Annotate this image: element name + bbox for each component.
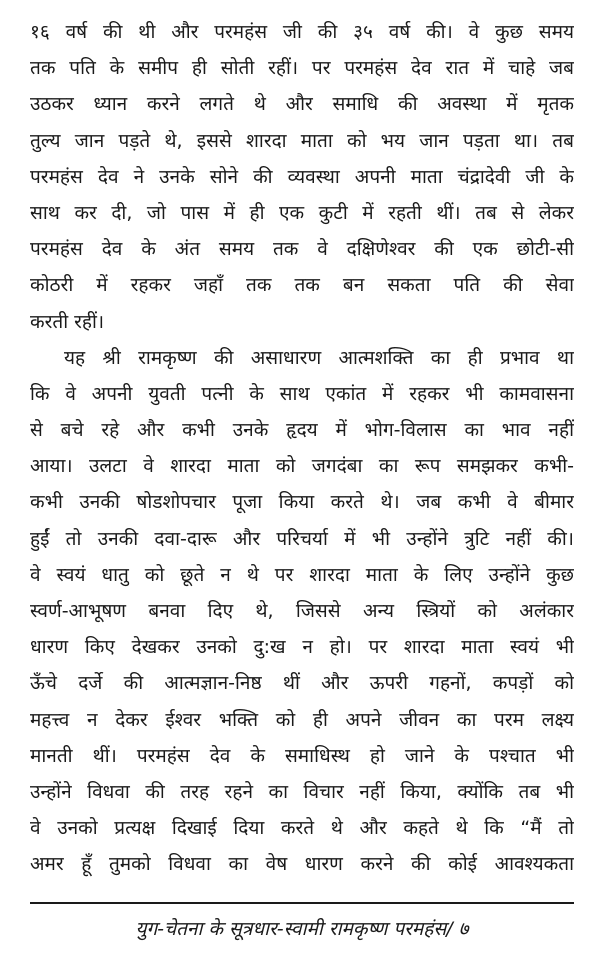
text-line: उठकर ध्यान करने लगते थे और समाधि की अवस्था में मृतक: [30, 93, 574, 116]
text-line: कि वे अपनी युवती पत्नी के साथ एकांत में रहकर भी कामवासना: [30, 382, 574, 405]
running-footer: युग-चेतना के सूत्रधार-स्वामी रामकृष्ण परमहंस/ ७: [135, 918, 469, 940]
text-line: आया। उलटा वे शारदा माता को जगदंबा का रूप समझकर कभी-: [30, 455, 574, 478]
text-line: वे स्वयं धातु को छूते न थे पर शारदा माता के लिए उन्होंने कुछ: [30, 563, 574, 586]
text-line: करती रहीं।: [30, 310, 105, 333]
text-line: यह श्री रामकृष्ण की असाधारण आत्मशक्ति का ही प्रभाव था: [64, 346, 574, 369]
text-line: से बचे रहे और कभी उनके हृदय में भोग-विलास का भाव नहीं: [30, 419, 574, 442]
text-line: धारण किए देखकर उनको दु:ख न हो। पर शारदा माता स्वयं भी: [30, 636, 574, 659]
text-line: महत्त्व न देकर ईश्वर भक्ति को ही अपने जीवन का परम लक्ष्य: [30, 708, 574, 731]
text-line: तक पति के समीप ही सोती रहीं। पर परमहंस देव रात में चाहे जब: [30, 57, 574, 80]
text-line: हुईं तो उनकी दवा-दारू और परिचर्या में भी उन्होंने त्रुटि नहीं की।: [30, 527, 574, 550]
text-line: अमर हूँ तुमको विधवा का वेष धारण करने की कोई आवश्यकता: [30, 853, 574, 876]
text-line: १६ वर्ष की थी और परमहंस जी की ३५ वर्ष की। वे कुछ समय: [30, 21, 574, 43]
body-text: [30, 14, 574, 883]
footer-divider: [30, 902, 574, 904]
text-line: परमहंस देव के अंत समय तक वे दक्षिणेश्वर की एक छोटी-सी: [30, 238, 574, 261]
text-line: कोठरी में रहकर जहाँ तक तक बन सकता पति की सेवा: [30, 274, 574, 297]
text-line: उन्होंने विधवा की तरह रहने का विचार नहीं किया, क्योंकि तब भी: [30, 780, 574, 803]
text-line: स्वर्ण-आभूषण बनवा दिए थे, जिससे अन्य स्त्रियों को अलंकार: [30, 600, 574, 622]
text-line: कभी उनकी षोडशोपचार पूजा किया करते थे। जब कभी वे बीमार: [30, 491, 574, 514]
paragraph-2: [30, 340, 574, 883]
text-line: ऊँचे दर्जे की आत्मज्ञान-निष्ठ थीं और ऊपरी गहनों, कपड़ों को: [30, 672, 574, 695]
text-line: तुल्य जान पड़ते थे, इससे शारदा माता को भय जान पड़ता था। तब: [30, 129, 574, 152]
text-line: वे उनको प्रत्यक्ष दिखाई दिया करते थे और कहते थे कि “मैं तो: [30, 817, 574, 840]
text-line: साथ कर दी, जो पास में ही एक कुटी में रहती थीं। तब से लेकर: [30, 201, 574, 224]
text-line: मानती थीं। परमहंस देव के समाधिस्थ हो जाने के पश्चात भी: [30, 744, 574, 767]
paragraph-1: [30, 14, 574, 340]
text-line: परमहंस देव ने उनके सोने की व्यवस्था अपनी माता चंद्रादेवी जी के: [30, 165, 574, 188]
